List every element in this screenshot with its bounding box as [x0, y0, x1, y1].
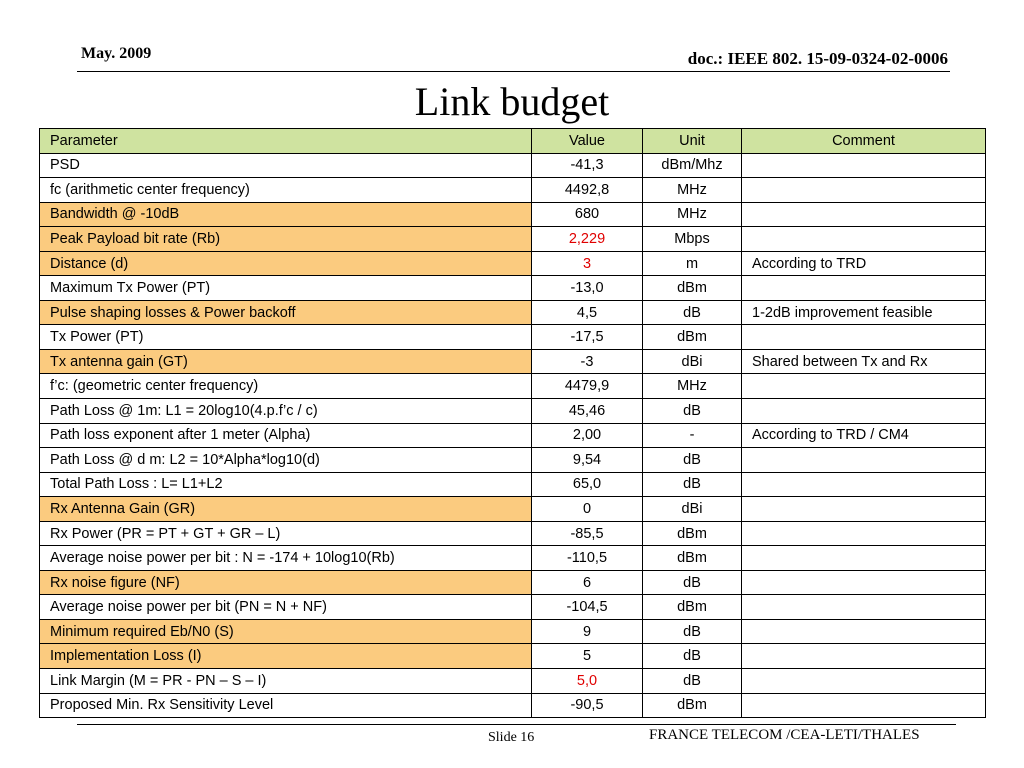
- cell-parameter: Bandwidth @ -10dB: [40, 202, 532, 227]
- cell-parameter: Pulse shaping losses & Power backoff: [40, 300, 532, 325]
- cell-comment: Shared between Tx and Rx: [742, 349, 986, 374]
- cell-value: -3: [532, 349, 643, 374]
- cell-comment: [742, 325, 986, 350]
- table-row: [40, 521, 986, 546]
- cell-unit: MHz: [643, 178, 742, 203]
- cell-comment: 1-2dB improvement feasible: [742, 300, 986, 325]
- table-row: [40, 374, 986, 399]
- link-budget-table-body: [40, 129, 986, 718]
- table-row: [40, 619, 986, 644]
- cell-comment: [742, 472, 986, 497]
- header-value: Value: [532, 129, 643, 154]
- cell-unit: dBm: [643, 325, 742, 350]
- table-row: [40, 423, 986, 448]
- cell-unit: m: [643, 251, 742, 276]
- cell-comment: [742, 693, 986, 718]
- table-header-row: [40, 129, 986, 154]
- table-row: [40, 325, 986, 350]
- header-date: May. 2009: [81, 45, 152, 62]
- cell-value: 9,54: [532, 448, 643, 473]
- cell-unit: MHz: [643, 374, 742, 399]
- cell-unit: dBm: [643, 693, 742, 718]
- cell-comment: [742, 497, 986, 522]
- cell-parameter: Rx Power (PR = PT + GT + GR – L): [40, 521, 532, 546]
- cell-unit: dB: [643, 644, 742, 669]
- cell-parameter: Path Loss @ 1m: L1 = 20log10(4.p.f’c / c): [40, 399, 532, 424]
- cell-value: 5: [532, 644, 643, 669]
- cell-comment: [742, 153, 986, 178]
- cell-unit: -: [643, 423, 742, 448]
- cell-value: -110,5: [532, 546, 643, 571]
- table-row: [40, 472, 986, 497]
- cell-comment: [742, 399, 986, 424]
- cell-unit: MHz: [643, 202, 742, 227]
- table-row: [40, 448, 986, 473]
- cell-parameter: Link Margin (M = PR - PN – S – I): [40, 669, 532, 694]
- cell-value: 6: [532, 570, 643, 595]
- cell-value: -85,5: [532, 521, 643, 546]
- table-row: [40, 276, 986, 301]
- cell-parameter: Proposed Min. Rx Sensitivity Level: [40, 693, 532, 718]
- cell-parameter: Rx noise figure (NF): [40, 570, 532, 595]
- cell-parameter: Tx antenna gain (GT): [40, 349, 532, 374]
- cell-comment: [742, 570, 986, 595]
- header-parameter: Parameter: [40, 129, 532, 154]
- table-row: [40, 202, 986, 227]
- cell-unit: dB: [643, 300, 742, 325]
- cell-comment: According to TRD: [742, 251, 986, 276]
- cell-parameter: Implementation Loss (I): [40, 644, 532, 669]
- table-row: [40, 251, 986, 276]
- table-row: [40, 693, 986, 718]
- cell-unit: dBm: [643, 276, 742, 301]
- cell-comment: [742, 448, 986, 473]
- cell-value: -41,3: [532, 153, 643, 178]
- cell-parameter: Path Loss @ d m: L2 = 10*Alpha*log10(d): [40, 448, 532, 473]
- cell-unit: dB: [643, 570, 742, 595]
- header-divider: [77, 71, 950, 72]
- cell-parameter: Average noise power per bit : N = -174 + 10log10(Rb): [40, 546, 532, 571]
- cell-value: 4,5: [532, 300, 643, 325]
- cell-parameter: f’c: (geometric center frequency): [40, 374, 532, 399]
- table-row: [40, 570, 986, 595]
- cell-value: 4479,9: [532, 374, 643, 399]
- table-row: [40, 349, 986, 374]
- table-row: [40, 227, 986, 252]
- cell-parameter: Average noise power per bit (PN = N + NF): [40, 595, 532, 620]
- cell-parameter: PSD: [40, 153, 532, 178]
- footer-divider: [77, 724, 956, 725]
- cell-comment: [742, 619, 986, 644]
- link-budget-table: [39, 128, 986, 718]
- cell-unit: dB: [643, 619, 742, 644]
- cell-unit: Mbps: [643, 227, 742, 252]
- cell-value: -13,0: [532, 276, 643, 301]
- cell-value: 65,0: [532, 472, 643, 497]
- cell-comment: [742, 644, 986, 669]
- cell-unit: dBm: [643, 595, 742, 620]
- cell-comment: [742, 202, 986, 227]
- cell-value: 3: [532, 251, 643, 276]
- table-row: [40, 595, 986, 620]
- cell-parameter: Path loss exponent after 1 meter (Alpha): [40, 423, 532, 448]
- cell-unit: dB: [643, 472, 742, 497]
- cell-value: 680: [532, 202, 643, 227]
- cell-unit: dBm: [643, 546, 742, 571]
- cell-parameter: Minimum required Eb/N0 (S): [40, 619, 532, 644]
- cell-comment: [742, 276, 986, 301]
- cell-comment: [742, 178, 986, 203]
- cell-parameter: Rx Antenna Gain (GR): [40, 497, 532, 522]
- header-doc-id: doc.: IEEE 802. 15-09-0324-02-0006: [687, 49, 948, 68]
- cell-comment: [742, 595, 986, 620]
- table-row: [40, 153, 986, 178]
- cell-value: 45,46: [532, 399, 643, 424]
- table-row: [40, 178, 986, 203]
- cell-comment: [742, 374, 986, 399]
- cell-comment: [742, 546, 986, 571]
- cell-value: 2,229: [532, 227, 643, 252]
- slide-number: Slide 16: [488, 730, 535, 745]
- cell-value: -90,5: [532, 693, 643, 718]
- header-unit: Unit: [643, 129, 742, 154]
- cell-value: 0: [532, 497, 643, 522]
- cell-comment: According to TRD / CM4: [742, 423, 986, 448]
- table-row: [40, 669, 986, 694]
- cell-parameter: Distance (d): [40, 251, 532, 276]
- table-row: [40, 497, 986, 522]
- cell-value: 5,0: [532, 669, 643, 694]
- header-comment: Comment: [742, 129, 986, 154]
- cell-unit: dBi: [643, 349, 742, 374]
- cell-value: 9: [532, 619, 643, 644]
- cell-unit: dBi: [643, 497, 742, 522]
- slide-title: Link budget: [414, 79, 610, 124]
- cell-value: -17,5: [532, 325, 643, 350]
- footer-organization: FRANCE TELECOM /CEA-LETI/THALES: [649, 727, 920, 743]
- cell-unit: dB: [643, 399, 742, 424]
- cell-unit: dBm: [643, 521, 742, 546]
- table-row: [40, 300, 986, 325]
- cell-parameter: Maximum Tx Power (PT): [40, 276, 532, 301]
- table-row: [40, 644, 986, 669]
- table-row: [40, 399, 986, 424]
- table-row: [40, 546, 986, 571]
- cell-parameter: fc (arithmetic center frequency): [40, 178, 532, 203]
- cell-unit: dB: [643, 669, 742, 694]
- cell-comment: [742, 227, 986, 252]
- cell-value: 4492,8: [532, 178, 643, 203]
- cell-unit: dB: [643, 448, 742, 473]
- cell-value: -104,5: [532, 595, 643, 620]
- cell-comment: [742, 669, 986, 694]
- cell-parameter: Peak Payload bit rate (Rb): [40, 227, 532, 252]
- cell-parameter: Total Path Loss : L= L1+L2: [40, 472, 532, 497]
- cell-unit: dBm/Mhz: [643, 153, 742, 178]
- cell-value: 2,00: [532, 423, 643, 448]
- cell-parameter: Tx Power (PT): [40, 325, 532, 350]
- cell-comment: [742, 521, 986, 546]
